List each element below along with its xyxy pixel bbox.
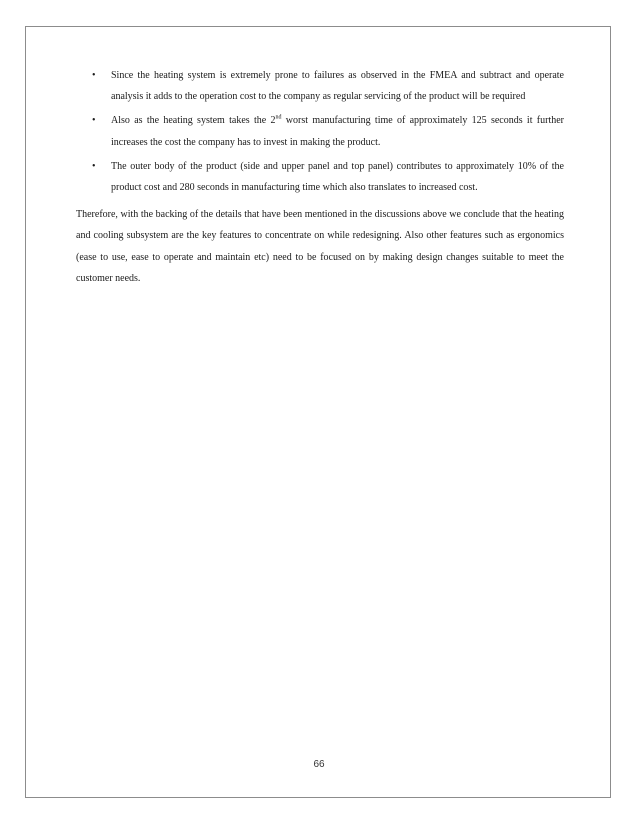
- bullet-item-outer-body: [76, 156, 564, 198]
- bullet-icon: •: [92, 115, 96, 127]
- conclusion-paragraph: Therefore, with the backing of the details that have been mentioned in the discussions above we conclude that the heating and cooling subsystem are the key features to concentrate on while redesigning. Also other features such as ergonomics (ease to use, ease to operate and maintain etc) need to be focused on by making design changes suitable to meet the customer needs.: [76, 209, 564, 284]
- bullet-item-manufacturing-time: [76, 110, 564, 152]
- page-content: [76, 65, 564, 289]
- bullet-text: The outer body of the product (side and upper panel and top panel) contributes to approximately 10% of the product cost and 280 seconds in manufacturing time which also translates to increased cost.: [111, 160, 564, 194]
- bullet-superscript: nd: [275, 115, 282, 122]
- bullet-item-heating-failures: [76, 65, 564, 107]
- bullet-list: [76, 65, 564, 198]
- bullet-text-after: worst manufacturing time of approximately 125 seconds it further increases the cost the company has to invest in making the product.: [111, 115, 564, 148]
- bullet-text-before: Also as the heating system takes the 2: [111, 115, 276, 127]
- bullet-text: Since the heating system is extremely prone to failures as observed in the FMEA and subtract and operate analysis it adds to the operation cost to the company as regular servicing of the product will be required: [111, 70, 564, 103]
- bullet-icon: •: [92, 160, 96, 172]
- page-number: 66: [313, 759, 325, 770]
- bullet-icon: •: [92, 70, 96, 81]
